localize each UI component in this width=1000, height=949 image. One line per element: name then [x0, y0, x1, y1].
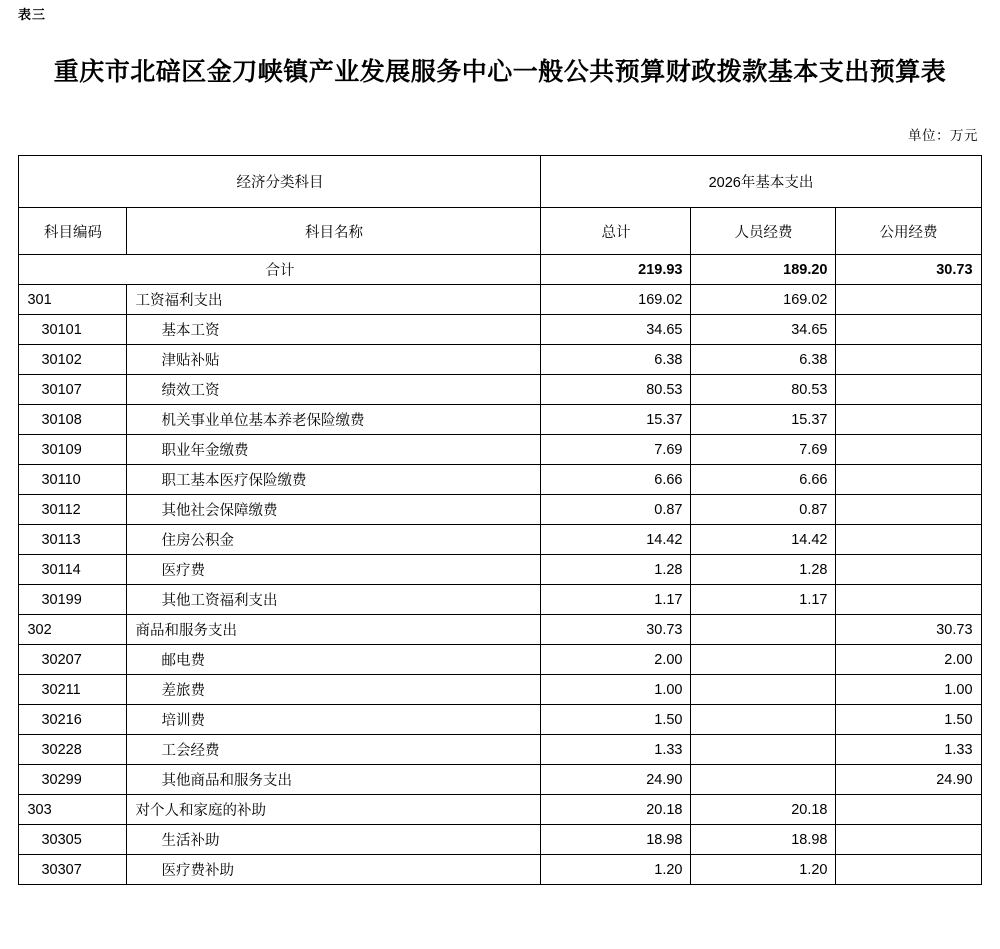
- total-public: 30.73: [836, 255, 981, 285]
- table-row-total: [19, 255, 981, 285]
- row-public: [836, 345, 981, 375]
- row-code: 30112: [19, 495, 127, 525]
- row-code: 30228: [19, 735, 127, 765]
- table-row: [19, 465, 981, 495]
- row-personnel: [691, 645, 836, 675]
- row-name: 差旅费: [127, 675, 541, 705]
- row-public: [836, 315, 981, 345]
- row-code: 30110: [19, 465, 127, 495]
- row-public: 30.73: [836, 615, 981, 645]
- table-row: [19, 675, 981, 705]
- column-header-personnel: 人员经费: [691, 208, 836, 255]
- total-personnel: 189.20: [691, 255, 836, 285]
- row-code: 30199: [19, 585, 127, 615]
- row-total: 6.38: [541, 345, 691, 375]
- page-title: 重庆市北碚区金刀峡镇产业发展服务中心一般公共预算财政拨款基本支出预算表: [53, 58, 947, 86]
- table-row: [19, 825, 981, 855]
- row-personnel: 14.42: [691, 525, 836, 555]
- row-code: 30101: [19, 315, 127, 345]
- row-name: 工资福利支出: [127, 285, 541, 315]
- table-row: [19, 405, 981, 435]
- table-row: [19, 765, 981, 795]
- row-name: 商品和服务支出: [127, 615, 541, 645]
- header-group-economic: 经济分类科目: [19, 156, 541, 208]
- row-personnel: 1.17: [691, 585, 836, 615]
- column-header-public: 公用经费: [836, 208, 981, 255]
- row-name: 职业年金缴费: [127, 435, 541, 465]
- row-public: [836, 555, 981, 585]
- row-name: 其他商品和服务支出: [127, 765, 541, 795]
- row-name: 津贴补贴: [127, 345, 541, 375]
- budget-table: [18, 155, 981, 885]
- row-total: 0.87: [541, 495, 691, 525]
- table-body: [19, 255, 981, 885]
- row-personnel: [691, 615, 836, 645]
- row-public: [836, 405, 981, 435]
- row-total: 6.66: [541, 465, 691, 495]
- row-code: 30299: [19, 765, 127, 795]
- row-name: 对个人和家庭的补助: [127, 795, 541, 825]
- row-personnel: 18.98: [691, 825, 836, 855]
- table-row: [19, 615, 981, 645]
- column-header-total: 总计: [541, 208, 691, 255]
- table-row: [19, 735, 981, 765]
- table-row: [19, 705, 981, 735]
- row-name: 医疗费: [127, 555, 541, 585]
- row-public: [836, 495, 981, 525]
- row-total: 1.00: [541, 675, 691, 705]
- row-code: 30211: [19, 675, 127, 705]
- row-personnel: [691, 735, 836, 765]
- table-row: [19, 345, 981, 375]
- row-code: 30108: [19, 405, 127, 435]
- row-total: 18.98: [541, 825, 691, 855]
- row-code: 301: [19, 285, 127, 315]
- row-total: 1.33: [541, 735, 691, 765]
- row-code: 30216: [19, 705, 127, 735]
- row-name: 工会经费: [127, 735, 541, 765]
- row-code: 30107: [19, 375, 127, 405]
- row-public: [836, 435, 981, 465]
- table-header: [19, 156, 981, 255]
- row-public: [836, 855, 981, 885]
- table-row: [19, 795, 981, 825]
- row-name: 基本工资: [127, 315, 541, 345]
- row-public: 1.00: [836, 675, 981, 705]
- row-name: 职工基本医疗保险缴费: [127, 465, 541, 495]
- row-total: 1.17: [541, 585, 691, 615]
- row-personnel: [691, 765, 836, 795]
- table-row: [19, 495, 981, 525]
- table-row: [19, 285, 981, 315]
- row-personnel: 1.28: [691, 555, 836, 585]
- row-personnel: 80.53: [691, 375, 836, 405]
- row-total: 30.73: [541, 615, 691, 645]
- row-public: [836, 585, 981, 615]
- row-total: 2.00: [541, 645, 691, 675]
- row-public: 1.50: [836, 705, 981, 735]
- row-code: 30114: [19, 555, 127, 585]
- total-amount: 219.93: [541, 255, 691, 285]
- row-personnel: [691, 675, 836, 705]
- row-total: 14.42: [541, 525, 691, 555]
- row-code: 30113: [19, 525, 127, 555]
- row-personnel: 15.37: [691, 405, 836, 435]
- row-code: 30102: [19, 345, 127, 375]
- row-personnel: [691, 705, 836, 735]
- row-public: 2.00: [836, 645, 981, 675]
- total-label: 合计: [19, 255, 541, 285]
- table-row: [19, 855, 981, 885]
- row-personnel: 6.38: [691, 345, 836, 375]
- row-public: 1.33: [836, 735, 981, 765]
- row-total: 1.28: [541, 555, 691, 585]
- table-row: [19, 315, 981, 345]
- row-code: 30207: [19, 645, 127, 675]
- column-header-code: 科目编码: [19, 208, 127, 255]
- row-public: [836, 285, 981, 315]
- row-name: 其他工资福利支出: [127, 585, 541, 615]
- row-name: 住房公积金: [127, 525, 541, 555]
- row-public: [836, 525, 981, 555]
- row-total: 1.50: [541, 705, 691, 735]
- table-row: [19, 555, 981, 585]
- row-personnel: 7.69: [691, 435, 836, 465]
- row-public: [836, 825, 981, 855]
- row-personnel: 0.87: [691, 495, 836, 525]
- row-total: 7.69: [541, 435, 691, 465]
- row-name: 生活补助: [127, 825, 541, 855]
- row-name: 绩效工资: [127, 375, 541, 405]
- table-row: [19, 375, 981, 405]
- row-code: 30109: [19, 435, 127, 465]
- row-total: 1.20: [541, 855, 691, 885]
- row-code: 302: [19, 615, 127, 645]
- row-code: 303: [19, 795, 127, 825]
- row-code: 30305: [19, 825, 127, 855]
- row-personnel: 20.18: [691, 795, 836, 825]
- row-public: [836, 795, 981, 825]
- table-row: [19, 525, 981, 555]
- header-group-year: 2026年基本支出: [541, 156, 981, 208]
- sheet-label: 表三: [18, 7, 47, 22]
- row-total: 169.02: [541, 285, 691, 315]
- row-public: [836, 375, 981, 405]
- table-row: [19, 645, 981, 675]
- row-public: 24.90: [836, 765, 981, 795]
- header-column-row: [19, 208, 981, 255]
- row-total: 34.65: [541, 315, 691, 345]
- row-name: 其他社会保障缴费: [127, 495, 541, 525]
- row-personnel: 1.20: [691, 855, 836, 885]
- row-code: 30307: [19, 855, 127, 885]
- table-row: [19, 435, 981, 465]
- row-name: 机关事业单位基本养老保险缴费: [127, 405, 541, 435]
- row-total: 20.18: [541, 795, 691, 825]
- row-personnel: 6.66: [691, 465, 836, 495]
- row-name: 邮电费: [127, 645, 541, 675]
- row-public: [836, 465, 981, 495]
- column-header-name: 科目名称: [127, 208, 541, 255]
- row-name: 培训费: [127, 705, 541, 735]
- unit-note: 单位：万元: [908, 128, 978, 143]
- header-group-row: [19, 156, 981, 208]
- row-total: 80.53: [541, 375, 691, 405]
- row-personnel: 34.65: [691, 315, 836, 345]
- row-name: 医疗费补助: [127, 855, 541, 885]
- row-total: 24.90: [541, 765, 691, 795]
- row-personnel: 169.02: [691, 285, 836, 315]
- table-row: [19, 585, 981, 615]
- row-total: 15.37: [541, 405, 691, 435]
